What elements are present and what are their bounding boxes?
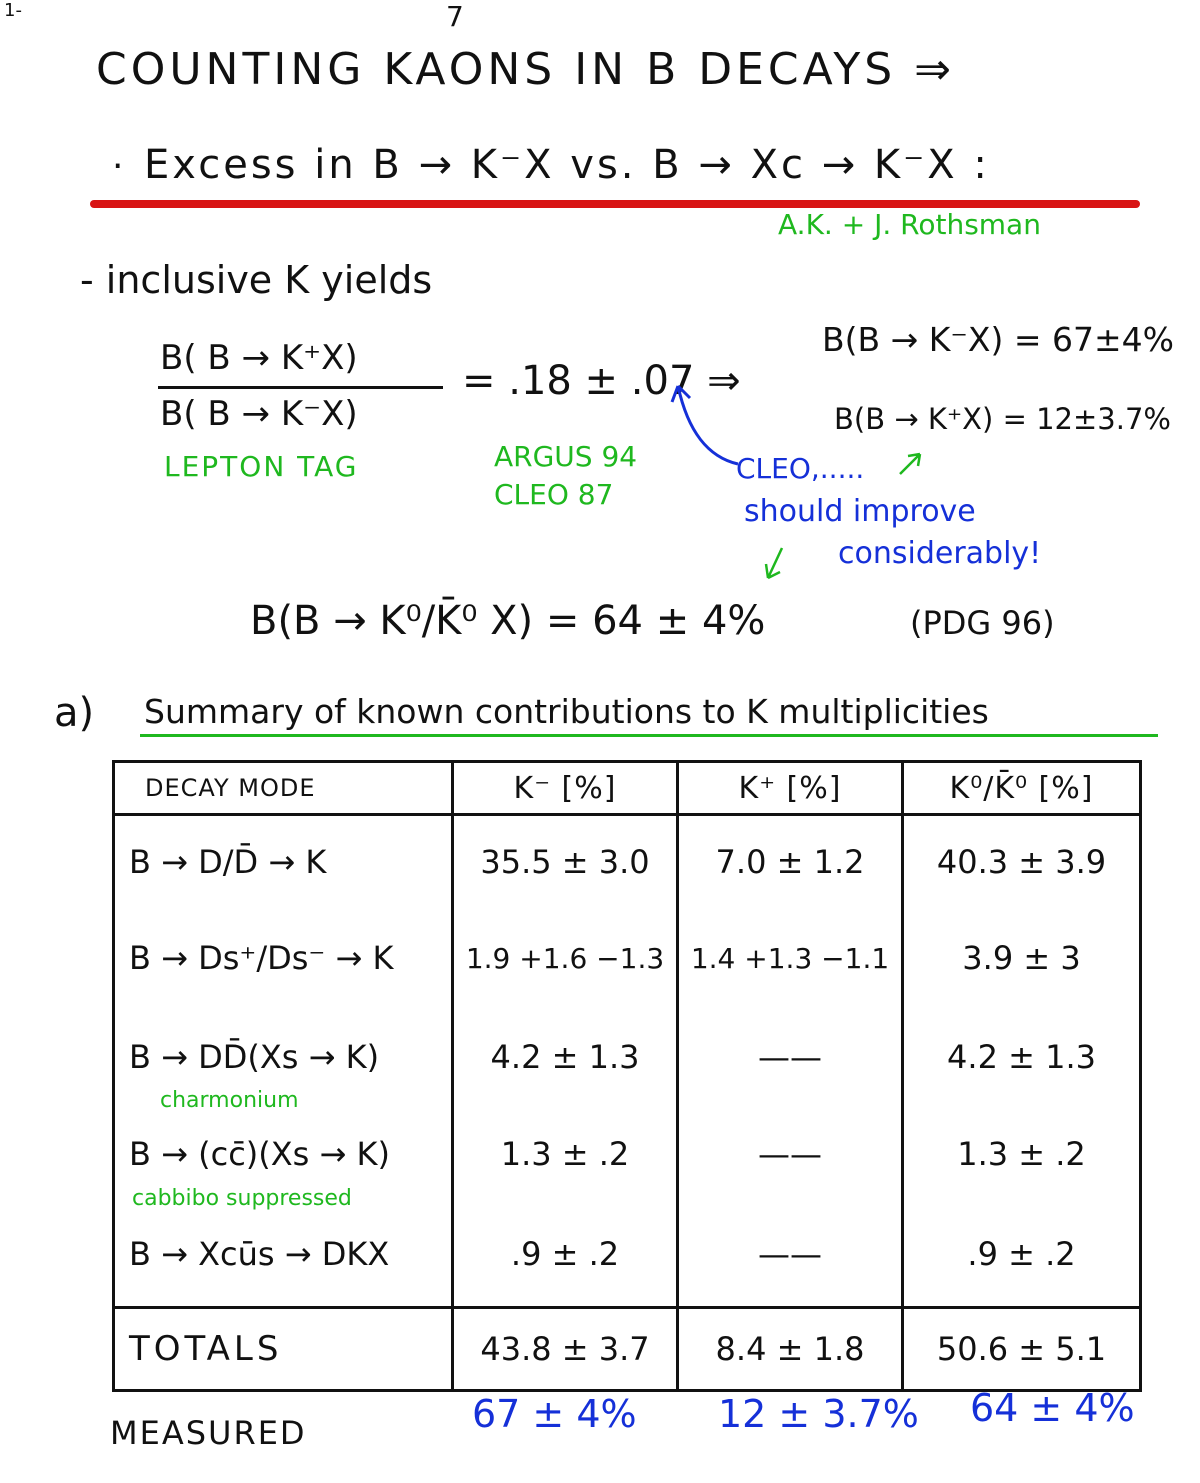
- down-arrow-icon: [760, 544, 790, 584]
- kplus-value: ——: [678, 1106, 903, 1202]
- measured-kminus: 67 ± 4%: [472, 1392, 637, 1436]
- summary-heading: Summary of known contributions to K multiplicities: [144, 692, 989, 731]
- subtitle-red-underline: [90, 200, 1140, 208]
- table-row: [114, 908, 1141, 1008]
- table-row: [114, 815, 1141, 909]
- kplus-value: 1.4 +1.3 −1.1: [678, 908, 903, 1008]
- kminus-value: 1.9 +1.6 −1.3: [453, 908, 678, 1008]
- cleo-note-line2: should improve: [744, 494, 976, 529]
- col-header-kplus: K⁺ [%]: [678, 762, 903, 815]
- page-number: 7: [446, 0, 464, 33]
- col-header-kminus: K⁻ [%]: [453, 762, 678, 815]
- measured-kplus: 12 ± 3.7%: [718, 1392, 919, 1436]
- kplus-value: ——: [678, 1202, 903, 1308]
- col-header-mode: DECAY MODE: [114, 762, 453, 815]
- kminus-value: .9 ± .2: [453, 1202, 678, 1308]
- cabbibo-note: cabbibo suppressed: [132, 1186, 352, 1211]
- kplus-value: 7.0 ± 1.2: [678, 815, 903, 909]
- result-kminus: B(B → K⁻X) = 67±4%: [822, 320, 1174, 359]
- summary-green-underline: [140, 734, 1158, 737]
- totals-row: [114, 1308, 1141, 1391]
- decay-mode: B → DD̄(Xs → K): [114, 1008, 453, 1106]
- summary-label: a): [54, 690, 95, 736]
- ref-argus: ARGUS 94: [494, 440, 638, 473]
- measured-k0: 64 ± 4%: [970, 1386, 1135, 1430]
- kplus-value: ——: [678, 1008, 903, 1106]
- k0-ref: (PDG 96): [910, 604, 1055, 642]
- ratio-numerator: B( B → K⁺X): [160, 338, 358, 378]
- authors: A.K. + J. Rothsman: [778, 208, 1041, 241]
- margin-mark: 1-: [4, 0, 22, 21]
- decay-mode: B → Xcūs → DKX: [114, 1202, 453, 1308]
- section-inclusive: - inclusive K yields: [80, 258, 433, 302]
- subtitle-bullet: ·: [112, 146, 124, 187]
- col-header-k0: K⁰/K̄⁰ [%]: [903, 762, 1141, 815]
- totals-kminus: 43.8 ± 3.7: [453, 1308, 678, 1391]
- totals-k0: 50.6 ± 5.1: [903, 1308, 1141, 1391]
- charmonium-note: charmonium: [160, 1088, 299, 1113]
- totals-label: TOTALS: [114, 1308, 453, 1391]
- k0-value: 40.3 ± 3.9: [903, 815, 1141, 909]
- k-multiplicity-table: [112, 760, 1142, 1392]
- decay-mode: B → Ds⁺/Ds⁻ → K: [114, 908, 453, 1008]
- decay-mode: B → (cc̄)(Xs → K): [114, 1106, 453, 1202]
- subtitle-text: Excess in B → K⁻X vs. B → Xc → K⁻X :: [144, 142, 990, 188]
- page-title: COUNTING KAONS IN B DECAYS ⇒: [96, 44, 955, 95]
- kminus-value: 4.2 ± 1.3: [453, 1008, 678, 1106]
- k0-value: 3.9 ± 3: [903, 908, 1141, 1008]
- k0-value: 4.2 ± 1.3: [903, 1008, 1141, 1106]
- ratio-value: = .18 ± .07 ⇒: [462, 358, 741, 404]
- ratio-denominator: B( B → K⁻X): [160, 394, 358, 434]
- lepton-tag: LEPTON TAG: [164, 450, 359, 483]
- table-row: [114, 1202, 1141, 1308]
- cleo-note-line1: CLEO,.....: [736, 452, 865, 485]
- k0-value: .9 ± .2: [903, 1202, 1141, 1308]
- decay-mode: B → D/D̄ → K: [114, 815, 453, 909]
- fraction-bar: [158, 386, 443, 389]
- k0-result: B(B → K⁰/K̄⁰ X) = 64 ± 4%: [250, 598, 766, 644]
- up-arrow-icon: [896, 448, 926, 478]
- ref-cleo: CLEO 87: [494, 478, 614, 511]
- totals-kplus: 8.4 ± 1.8: [678, 1308, 903, 1391]
- k0-value: 1.3 ± .2: [903, 1106, 1141, 1202]
- cleo-note-line3: considerably!: [838, 536, 1042, 571]
- table-header-row: [114, 762, 1141, 815]
- kminus-value: 1.3 ± .2: [453, 1106, 678, 1202]
- result-kplus: B(B → K⁺X) = 12±3.7%: [834, 402, 1171, 436]
- kminus-value: 35.5 ± 3.0: [453, 815, 678, 909]
- measured-label: MEASURED: [110, 1414, 307, 1452]
